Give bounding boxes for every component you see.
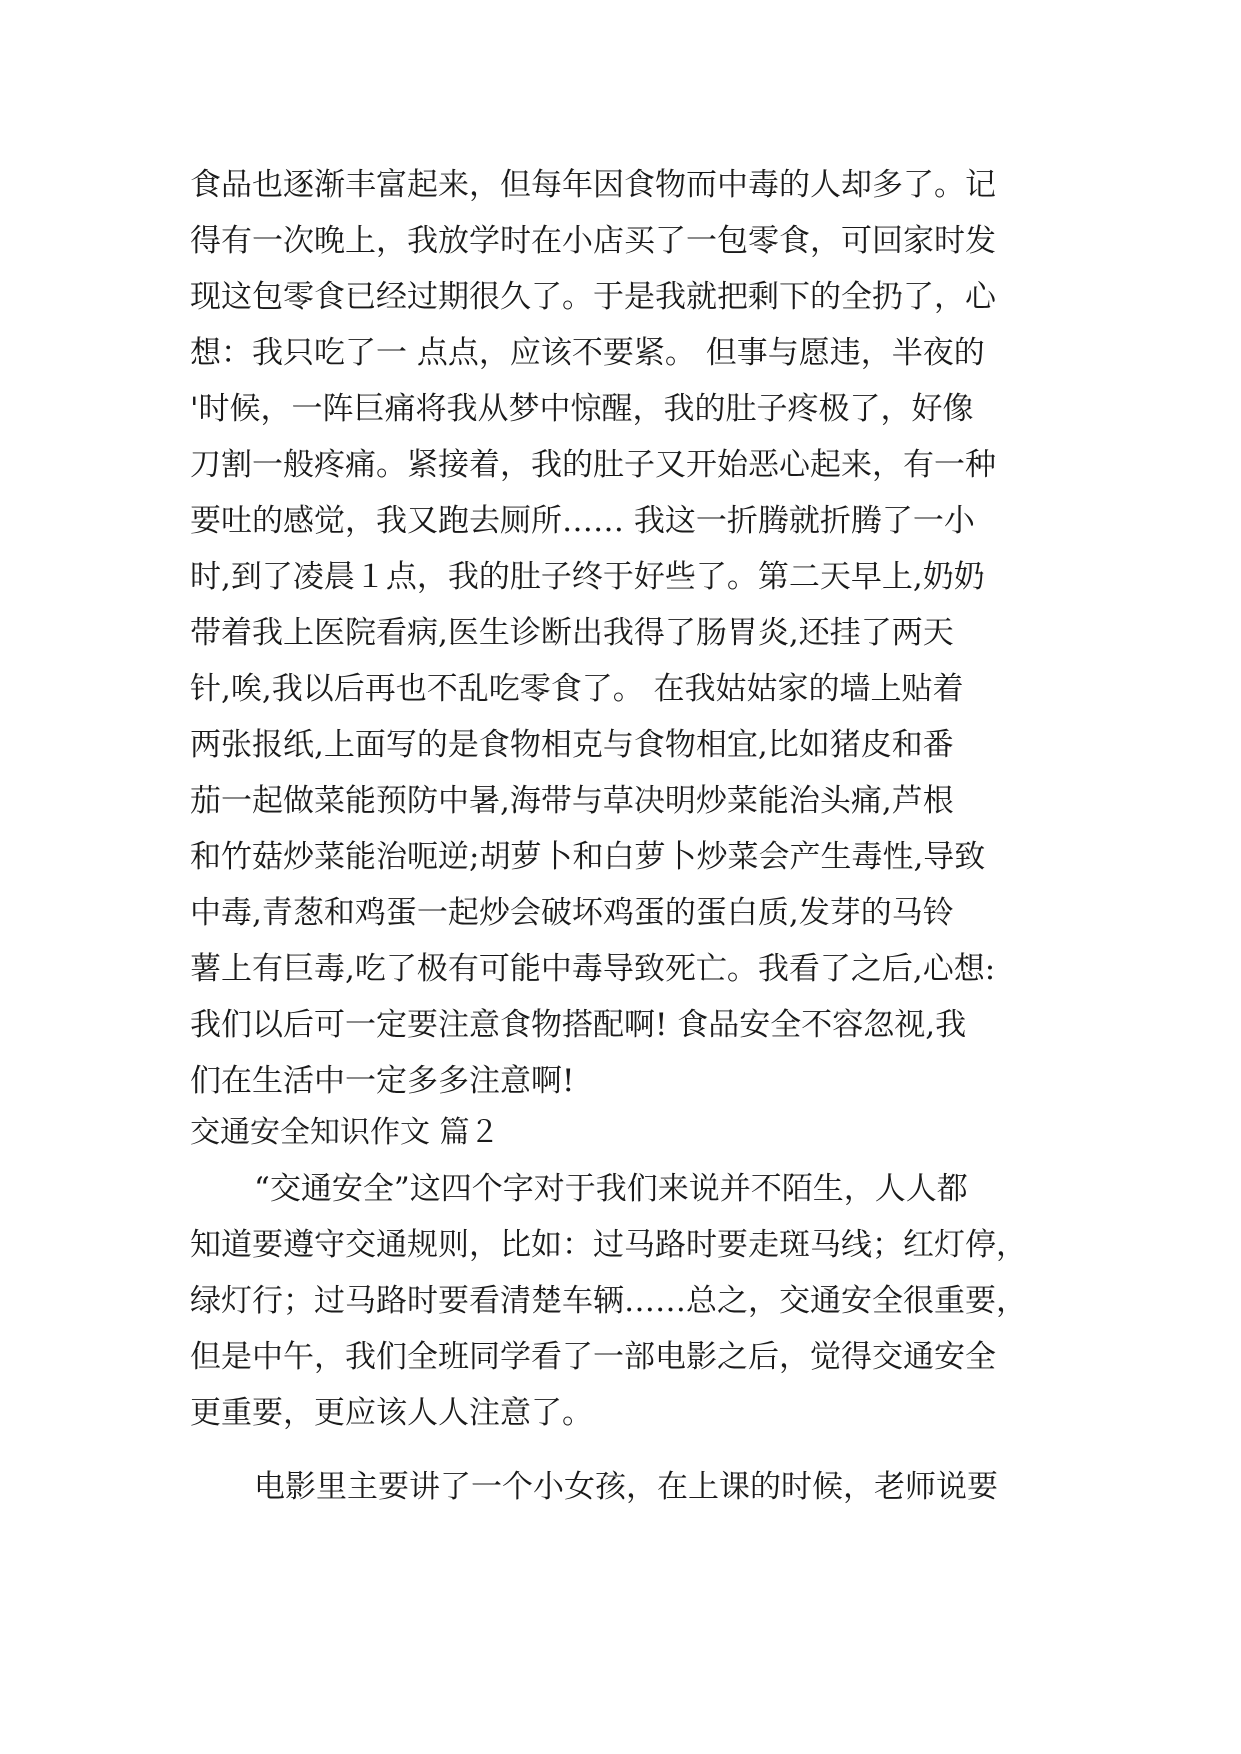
text-line: 们在生活中一定多多注意啊!: [190, 1063, 575, 1099]
text-line: 两张报纸,上面写的是食物相克与食物相宜,比如猪皮和番: [190, 727, 954, 763]
text-line: 和竹菇炒菜能治呃逆;胡萝卜和白萝卜炒菜会产生毒性,导致: [190, 839, 986, 875]
text-line: 绿灯行；过马路时要看清楚车辆……总之，交通安全很重要，: [190, 1283, 1027, 1319]
text-line: 食品也逐渐丰富起来，但每年因食物而中毒的人却多了。记: [190, 167, 996, 203]
section-heading: 交通安全知识作文 篇２: [190, 1115, 500, 1150]
text-line: 中毒,青葱和鸡蛋一起炒会破坏鸡蛋的蛋白质,发芽的马铃: [190, 895, 954, 931]
text-line: 带着我上医院看病,医生诊断出我得了肠胃炎,还挂了两天: [190, 615, 954, 651]
text-line: 电影里主要讲了一个小女孩，在上课的时候，老师说要: [254, 1469, 998, 1505]
text-line: '时候，一阵巨痛将我从梦中惊醒，我的肚子疼极了，好像: [190, 391, 974, 427]
text-line: 想：我只吃了一 点点，应该不要紧。 但事与愿违，半夜的: [190, 335, 985, 371]
text-line: “交通安全”这四个字对于我们来说并不陌生，人人都: [254, 1171, 968, 1207]
text-line: 但是中午，我们全班同学看了一部电影之后，觉得交通安全: [190, 1339, 996, 1375]
text-line: 要吐的感觉，我又跑去厕所…… 我这一折腾就折腾了一小: [190, 503, 975, 539]
text-line: 得有一次晚上，我放学时在小店买了一包零食，可回家时发: [190, 223, 996, 259]
text-line: 知道要遵守交通规则，比如：过马路时要走斑马线；红灯停，: [190, 1227, 1027, 1263]
text-line: 针,唉,我以后再也不乱吃零食了。 在我姑姑家的墙上贴着: [190, 671, 964, 707]
text-line: 时,到了凌晨１点，我的肚子终于好些了。第二天早上,奶奶: [190, 559, 985, 595]
text-line: 薯上有巨毒,吃了极有可能中毒导致死亡。我看了之后,心想:: [190, 951, 996, 987]
text-line: 刀割一般疼痛。紧接着，我的肚子又开始恶心起来，有一种: [190, 447, 996, 483]
text-line: 茄一起做菜能预防中暑,海带与草决明炒菜能治头痛,芦根: [190, 783, 954, 819]
text-line: 现这包零食已经过期很久了。于是我就把剩下的全扔了，心: [190, 279, 996, 315]
text-line: 更重要，更应该人人注意了。: [190, 1395, 593, 1431]
text-line: 我们以后可一定要注意食物搭配啊! 食品安全不容忽视,我: [190, 1007, 967, 1043]
